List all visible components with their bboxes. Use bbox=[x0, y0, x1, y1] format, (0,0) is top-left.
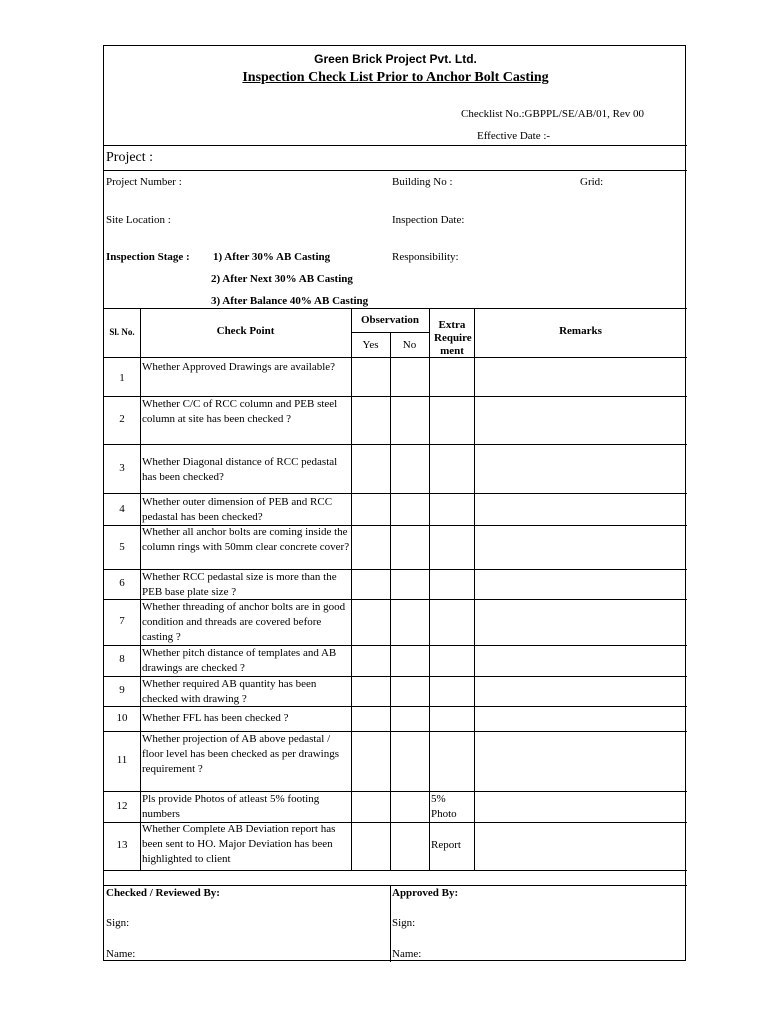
header-observation: Observation bbox=[360, 314, 420, 326]
responsibility-label: Responsibility: bbox=[392, 251, 459, 263]
stage-3: 3) After Balance 40% AB Casting bbox=[211, 295, 369, 307]
row-6-number: 6 bbox=[119, 577, 125, 589]
document-title: Inspection Check List Prior to Anchor Bolt Casting bbox=[242, 70, 549, 85]
company-name: Green Brick Project Pvt. Ltd. bbox=[314, 52, 477, 66]
header-yes: Yes bbox=[362, 339, 379, 351]
approved-by-label: Approved By: bbox=[392, 887, 459, 899]
row-13-extra: Report bbox=[431, 839, 461, 851]
building-no-label: Building No : bbox=[392, 176, 453, 188]
project-number-label: Project Number : bbox=[106, 176, 182, 188]
row-2-check-point: Whether C/C of RCC column and PEB steel column at site has been checked ? bbox=[142, 398, 338, 425]
grid-label: Grid: bbox=[580, 176, 604, 188]
checklist-number: Checklist No.:GBPPL/SE/AB/01, Rev 00 bbox=[461, 108, 645, 120]
site-location-label: Site Location : bbox=[106, 214, 171, 226]
row-12-number: 12 bbox=[116, 800, 128, 812]
row-8-check-point: Whether pitch distance of templates and AB drawings are checked ? bbox=[142, 647, 337, 674]
row-1-number: 1 bbox=[119, 372, 125, 384]
row-9-check-point: Whether required AB quantity has been checked with drawing ? bbox=[142, 678, 317, 705]
row-6-check-point: Whether RCC pedastal size is more than the PEB base plate size ? bbox=[142, 571, 337, 598]
inspection-date-label: Inspection Date: bbox=[392, 214, 465, 226]
row-3-number: 3 bbox=[119, 462, 125, 474]
row-8-number: 8 bbox=[119, 653, 125, 665]
checklist-sheet bbox=[103, 45, 686, 961]
header-extra-requirement: Extra Require ment bbox=[434, 319, 472, 357]
row-7-check-point: Whether threading of anchor bolts are in good condition and threads are covered before casting ? bbox=[142, 601, 346, 643]
sign-right-label: Sign: bbox=[392, 917, 416, 929]
effective-date: Effective Date :- bbox=[477, 130, 551, 142]
row-11-check-point: Whether projection of AB above pedastal / floor level has been checked as per drawings requirement ? bbox=[142, 733, 340, 775]
row-4-number: 4 bbox=[119, 503, 125, 515]
row-13-check-point: Whether Complete AB Deviation report has been sent to HO. Major Deviation has been highlighted to client bbox=[142, 823, 336, 865]
row-5-check-point: Whether all anchor bolts are coming inside the column rings with 50mm clear concrete cover? bbox=[142, 526, 350, 553]
header-remarks: Remarks bbox=[559, 325, 602, 337]
checked-by-label: Checked / Reviewed By: bbox=[106, 887, 220, 899]
row-13-number: 13 bbox=[116, 839, 128, 851]
header-check-point: Check Point bbox=[216, 325, 275, 337]
row-5-number: 5 bbox=[119, 541, 125, 553]
header-sl-no: Sl. No. bbox=[109, 327, 135, 337]
row-9-number: 9 bbox=[119, 684, 125, 696]
row-7-number: 7 bbox=[119, 615, 125, 627]
row-4-check-point: Whether outer dimension of PEB and RCC pedastal has been checked? bbox=[142, 496, 333, 523]
sign-left-label: Sign: bbox=[106, 917, 130, 929]
row-2-number: 2 bbox=[119, 413, 125, 425]
name-left-label: Name: bbox=[106, 948, 136, 960]
header-no: No bbox=[402, 339, 417, 351]
row-10-check-point: Whether FFL has been checked ? bbox=[142, 712, 289, 724]
row-10-number: 10 bbox=[116, 712, 128, 724]
project-label: Project : bbox=[106, 150, 154, 165]
row-12-extra: 5% Photo bbox=[431, 793, 457, 820]
stage-1: 1) After 30% AB Casting bbox=[213, 251, 331, 263]
row-12-check-point: Pls provide Photos of atleast 5% footing numbers bbox=[142, 793, 320, 820]
row-11-number: 11 bbox=[116, 754, 128, 766]
stage-2: 2) After Next 30% AB Casting bbox=[211, 273, 353, 285]
inspection-stage-label: Inspection Stage : bbox=[106, 251, 190, 263]
row-3-check-point: Whether Diagonal distance of RCC pedastal has been checked? bbox=[142, 456, 338, 483]
name-right-label: Name: bbox=[392, 948, 422, 960]
row-1-check-point: Whether Approved Drawings are available? bbox=[142, 361, 336, 373]
